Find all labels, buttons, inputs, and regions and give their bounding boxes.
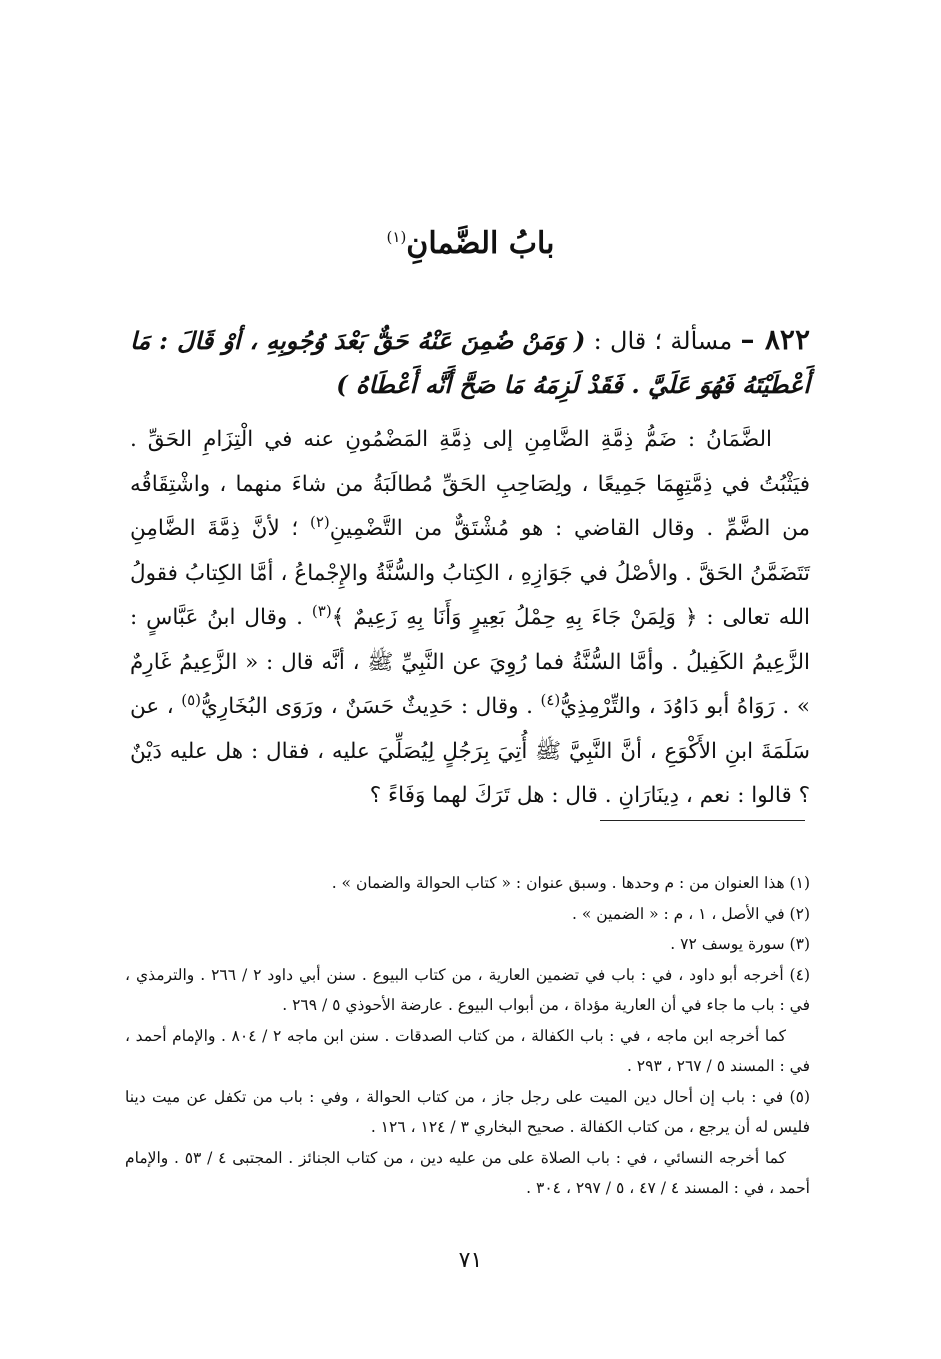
footnote-ref-5: (٥) xyxy=(181,690,202,709)
footnote-ref-1: (١) xyxy=(386,228,407,246)
footnote-1: (١) هذا العنوان من : م وحدها . وسبق عنوان : « كتاب الحوالة والضمان » . xyxy=(331,874,810,892)
footnote-5: (٥) في : باب إن أحال دين الميت على رجل جاز ، من كتاب الحوالة ، وفي : باب من تكفل عن ميت دينا فليس له أن يرجع ، من كتاب الكفالة . صحيح البخاري ٣ / ١٢٤ ، ١٢٦ . xyxy=(125,1087,810,1136)
commentary-text-4: . وقال : حَدِيثٌ حَسَنٌ ، ورَوَى البُخَارِيُّ xyxy=(201,694,541,719)
issue-paragraph xyxy=(130,318,810,407)
commentary-paragraph xyxy=(130,418,810,819)
footnote-3: (٣) سورة يوسف ٧٢ . xyxy=(670,935,810,953)
issue-label: مسألة ؛ قال : xyxy=(593,327,733,355)
footnote-4: (٤) أخرجه أبو داود ، في : باب في تضمين العارية ، من كتاب البيوع . سنن أبي داود ٢ / ٢٦٦ . والترمذي ، في : باب ما جاء في أن العارية مؤداة ، من أبواب البيوع . عارضة الأحوذي ٥ / ٢٦٩ . xyxy=(125,965,810,1014)
commentary-text-5: ، عن سَلَمَةَ ابنِ الأَكْوَعِ ، أنَّ النَّبِيَّ ﷺ أُتِيَ بِرَجُلٍ لِيُصَلِّيَ عليه ، فقال : هل عليه دَيْنٌ ؟ قالوا : نعم ، دِينَارَانِ . قال : هل تَرَكَ لهما وَفَاءً ؟ xyxy=(130,694,810,808)
chapter-title xyxy=(0,222,941,266)
footnote-2: (٢) في الأصل ، ١ ، م : « الضمين » . xyxy=(572,904,810,923)
issue-number: ٨٢٢ – xyxy=(740,323,810,356)
commentary-text-2: ؛ لأنَّ ذِمَّةَ الضَّامِنِ تَتَضَمَّنُ الحَقَّ . والأصْلُ في جَوَازِهِ ، الكِتابُ والسُّنَّةُ والإِجْماعُ ، أمَّا الكِتابُ فقولُ الله تعالى : ﴿ وَلِمَنْ جَاءَ بِهِ حِمْلُ بَعِيرٍ وَأَنَا بِهِ زَعِيمٌ ﴾ xyxy=(130,516,810,630)
footnote-ref-3: (٣) xyxy=(311,601,332,620)
footnote-separator xyxy=(600,820,805,821)
chapter-title-text: بابُ الضَّمانِ xyxy=(406,226,555,261)
footnote-4-continued: كما أخرجه ابن ماجه ، في : باب الكفالة ، من كتاب الصدقات . سنن ابن ماجه ٢ / ٨٠٤ . والإمام أحمد ، في : المسند ٥ / ٢٦٧ ، ٢٩٣ . xyxy=(125,1026,810,1075)
footnote-5-continued: كما أخرجه النسائي ، في : باب الصلاة على من عليه دين ، من كتاب الجنائز . المجتبى ٤ / ٥٣ . والإمام أحمد ، في : المسند ٤ / ٤٧ ، ٥ / ٢٩٧ ، ٣٠٤ . xyxy=(125,1148,810,1197)
footnote-ref-4: (٤) xyxy=(540,690,561,709)
commentary-text-1: الضَّمَانُ : ضَمُّ ذِمَّةِ الضَّامِنِ إلى ذِمَّةِ المَضْمُونِ عنه في الْتِزَامِ الحَقِّ . فيَثْبُتُ في ذِمَّتِهِمَا جَمِيعًا ، ولِصَاحِبِ الحَقِّ مُطالَبَةُ من شاءَ منهما ، واشْتِقَاقُه من الضَّمِّ . وقال القاضي : هو مُشْتَقٌّ من التَّضْمِينِ xyxy=(130,427,810,541)
commentary-text-3: . وقال ابنُ عَبَّاسٍ : الزَّعِيمُ الكَفِيلُ . وأمَّا السُّنَّةُ فما رُوِيَ عن النَّبِيِّ ﷺ ، أنَّه قال : « الزَّعِيمُ غَارِمٌ » . رَوَاهُ أبو دَاوُدَ ، والتِّرْمِذِيُّ xyxy=(130,605,810,719)
footnotes xyxy=(125,868,810,1204)
issue-quote: ( وَمَنْ ضُمِنَ عَنْهُ حَقٌّ بَعْدَ وُجُوبِهِ ، أوْ قَالَ : مَا أَعْطَيْتَهُ فَهُوَ عَلَيَّ . فَقَدْ لَزِمَهُ مَا صَحَّ أَنَّه أَعْطَاهُ ) xyxy=(130,326,810,399)
footnote-ref-2: (٢) xyxy=(309,512,330,531)
page-number: ٧١ xyxy=(458,1248,483,1273)
